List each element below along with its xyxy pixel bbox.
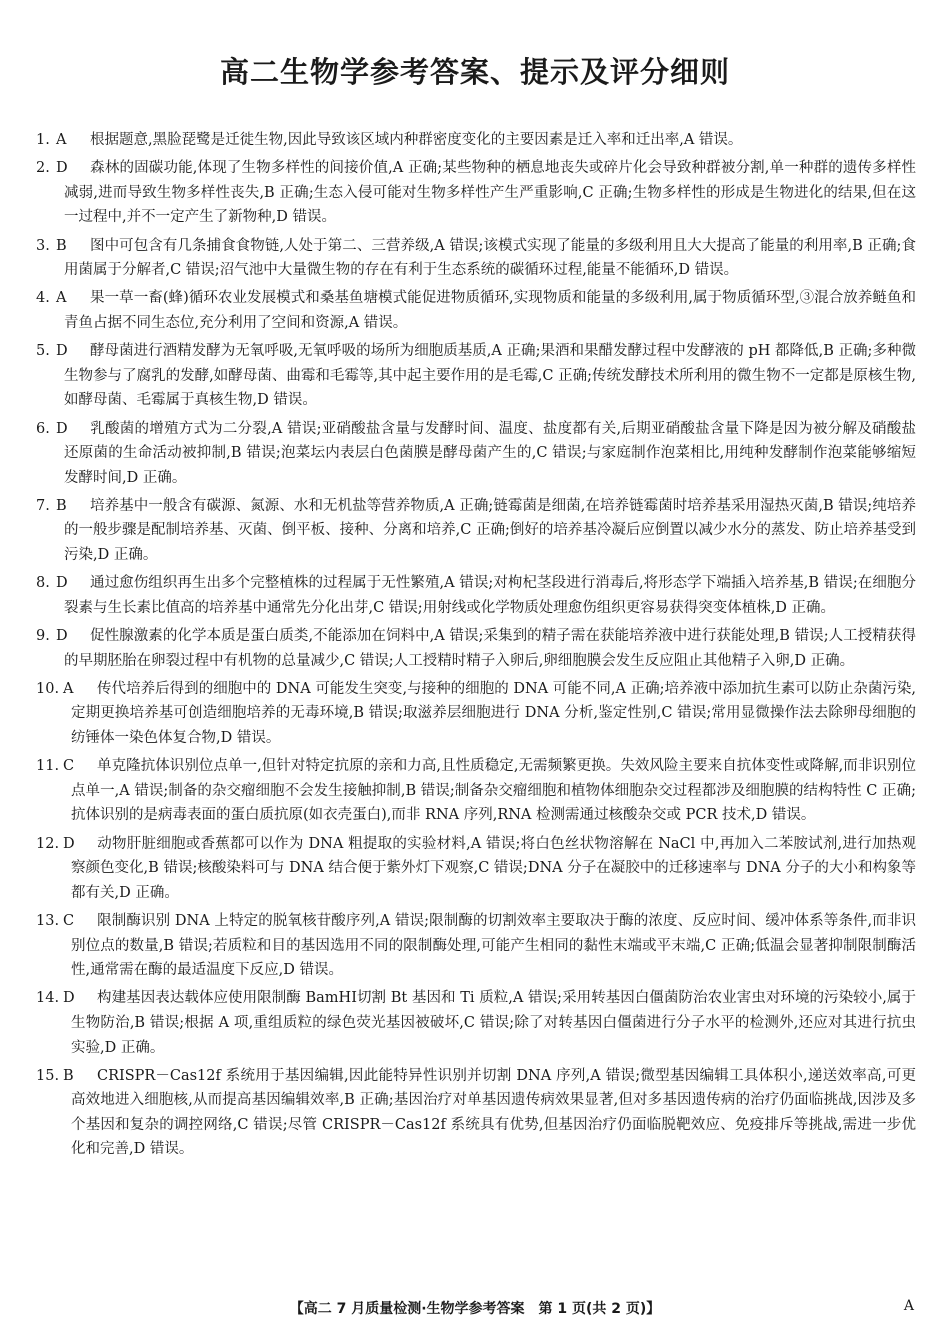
item-answer: A xyxy=(63,680,74,697)
item-answer: D xyxy=(56,420,68,437)
answer-item-11 xyxy=(36,754,916,828)
item-explanation: 通过愈伤组织再生出多个完整植株的过程属于无性繁殖,A 错误;对枸杞茎段进行消毒后,将形态学下端插入培养基,B 错误;在细胞分裂素与生长素比值高的培养基中通常先分化出芽,C 错误;用射线或化学物质处理愈伤组织更容易获得突变体植株,D 正确。 xyxy=(64,575,916,616)
item-number: 3. xyxy=(36,237,50,254)
item-explanation: 限制酶识别 DNA 上特定的脱氧核苷酸序列,A 错误;限制酶的切割效率主要取决于酶的浓度、反应时间、缓冲体系等条件,而非识别位点的数量,B 错误;若质粒和目的基因选用不同的限制酶处理,可能产生相同的黏性末端或平末端,C 正确;低温会显著抑制限制酶活性,通常需在酶的最适温度下反应,D 错误。 xyxy=(71,912,916,979)
item-answer: B xyxy=(56,497,67,514)
page-title: 高二生物学参考答案、提示及评分细则 xyxy=(219,55,730,89)
item-answer: B xyxy=(63,1067,74,1084)
answer-item-9 xyxy=(36,624,916,673)
answer-item-2 xyxy=(36,156,916,230)
item-number: 14. xyxy=(36,990,60,1007)
item-explanation: 根据题意,黑脸琵鹭是迁徙生物,因此导致该区域内种群密度变化的主要因素是迁入率和迁出率,A 错误。 xyxy=(90,132,743,148)
item-number: 11. xyxy=(36,758,60,775)
item-answer: D xyxy=(63,990,75,1007)
item-answer: A xyxy=(56,290,67,307)
answer-list xyxy=(36,128,916,1166)
page-footer xyxy=(0,1298,950,1322)
item-number: 7. xyxy=(36,497,50,514)
item-number: 13. xyxy=(36,912,60,929)
item-number: 2. xyxy=(36,160,50,177)
item-explanation: 酵母菌进行酒精发酵为无氧呼吸,无氧呼吸的场所为细胞质基质,A 正确;果酒和果醋发酵过程中发酵液的 pH 都降低,B 正确;多种微生物参与了腐乳的发酵,如酵母菌、曲霉和毛霉等,其中起主要作用的是毛霉,C 正确;传统发酵技术所利用的微生物不一定都是原核生物,如酵母菌、毛霉属于真核生物,D 错误。 xyxy=(64,343,916,409)
footer-text: 【高二 7 月质量检测·生物学参考答案 第 1 页(共 2 页)】 xyxy=(289,1301,661,1317)
item-explanation: CRISPR－Cas12f 系统用于基因编辑,因此能特异性识别并切割 DNA 序列,A 错误;微型基因编辑工具体积小,递送效率高,可更高效地进入细胞核,从而提高基因编辑效率,B 正确;基因治疗对单基因遗传病效果显著,但对多基因遗传病的治疗仍面临挑战,因涉及多个基因和复杂的调控网络,C 错误;尽管 CRISPR－Cas12f 系统具有优势,但基因治疗仍面临脱靶效应、免疫排斥等挑战,需进一步优化和完善,D 错误。 xyxy=(71,1067,916,1158)
item-number: 15. xyxy=(36,1067,60,1084)
answer-item-1 xyxy=(36,128,916,153)
answer-item-6 xyxy=(36,417,916,491)
item-answer: A xyxy=(56,132,67,148)
answer-item-12 xyxy=(36,832,916,906)
answer-item-3 xyxy=(36,234,916,283)
item-answer: D xyxy=(63,835,75,852)
item-number: 4. xyxy=(36,290,50,307)
answer-item-5 xyxy=(36,339,916,413)
answer-item-4 xyxy=(36,286,916,335)
item-answer: D xyxy=(56,628,68,645)
item-number: 6. xyxy=(36,420,50,437)
item-number: 8. xyxy=(36,575,50,592)
version-label: A xyxy=(903,1298,914,1314)
item-answer: C xyxy=(63,912,75,929)
item-explanation: 乳酸菌的增殖方式为二分裂,A 错误;亚硝酸盐含量与发酵时间、温度、盐度都有关,后期亚硝酸盐含量下降是因为被分解及硝酸盐还原菌的生命活动被抑制,B 错误;泡菜坛内表层白色菌膜是酵母菌产生的,C 错误;与家庭制作泡菜相比,用纯种发酵制作泡菜能够缩短发酵时间,D 正确。 xyxy=(64,420,916,486)
item-explanation: 果一草一畜(蜂)循环农业发展模式和桑基鱼塘模式能促进物质循环,实现物质和能量的多级利用,属于物质循环型,③混合放养鲢鱼和青鱼占据不同生态位,充分利用了空间和资源,A 错误。 xyxy=(64,290,916,331)
answer-item-13 xyxy=(36,909,916,983)
item-explanation: 促性腺激素的化学本质是蛋白质类,不能添加在饲料中,A 错误;采集到的精子需在获能培养液中进行获能处理,B 错误;人工授精获得的早期胚胎在卵裂过程中有机物的总量减少,C 错误;人工授精时精子入卵后,卵细胞膜会发生反应阻止其他精子入卵,D 正确。 xyxy=(64,628,916,669)
item-answer: D xyxy=(56,160,68,177)
item-number: 10. xyxy=(36,680,60,697)
item-explanation: 图中可包含有几条捕食食物链,人处于第二、三营养级,A 错误;该模式实现了能量的多级利用且大大提高了能量的利用率,B 正确;食用菌属于分解者,C 错误;沼气池中大量微生物的存在有利于生态系统的碳循环过程,能量不能循环,D 错误。 xyxy=(64,237,916,279)
answer-item-8 xyxy=(36,571,916,620)
item-explanation: 传代培养后得到的细胞中的 DNA 可能发生突变,与接种的细胞的 DNA 可能不同,A 正确;培养液中添加抗生素可以防止杂菌污染,定期更换培养基可创造细胞培养的无毒环境,B 错误;取滋养层细胞进行 DNA 分析,鉴定性别,C 错误;常用显微操作法去除卵母细胞的纺锤体一染色体复合物,D 错误。 xyxy=(71,680,916,746)
answer-item-15 xyxy=(36,1064,916,1162)
item-explanation: 单克隆抗体识别位点单一,但针对特定抗原的亲和力高,且性质稳定,无需频繁更换。失效风险主要来自抗体变性或降解,而非识别位点单一,A 错误;制备的杂交瘤细胞不会发生接触抑制,B 错误;制备杂交瘤细胞和植物体细胞杂交过程都涉及细胞膜的结构特性 C 正确;抗体识别的是病毒表面的蛋白质抗原(如衣壳蛋白),而非 RNA 序列,RNA 检测需通过核酸杂交或 PCR 技术,D 错误。 xyxy=(71,758,916,824)
item-answer: D xyxy=(56,575,68,592)
answer-item-7 xyxy=(36,494,916,568)
item-answer: D xyxy=(56,343,68,360)
item-explanation: 培养基中一般含有碳源、氮源、水和无机盐等营养物质,A 正确;链霉菌是细菌,在培养链霉菌时培养基采用湿热灭菌,B 错误;纯培养的一般步骤是配制培养基、灭菌、倒平板、接种、分离和培养,C 正确;倒好的培养基冷凝后应倒置以减少水分的蒸发、防止培养基受到污染,D 正确。 xyxy=(64,497,916,564)
item-number: 5. xyxy=(36,343,50,360)
item-explanation: 构建基因表达载体应使用限制酶 BamHⅠ切割 Bt 基因和 Ti 质粒,A 错误;采用转基因白僵菌防治农业害虫对环境的污染较小,属于生物防治,B 错误;根据 A 项,重组质粒的绿色荧光基因被破坏,C 错误;除了对转基因白僵菌进行分子水平的检测外,还应对其进行抗虫实验,D 正确。 xyxy=(71,990,916,1056)
item-explanation: 森林的固碳功能,体现了生物多样性的间接价值,A 正确;某些物种的栖息地丧失或碎片化会导致种群被分割,单一种群的遗传多样性减弱,进而导致生物多样性丧失,B 正确;生态入侵可能对生物多样性产生严重影响,C 正确;生物多样性的形成是生物进化的结果,但在这一过程中,并不一定产生了新物种,D 错误。 xyxy=(64,160,916,226)
item-number: 12. xyxy=(36,835,60,852)
item-answer: C xyxy=(63,758,75,775)
item-answer: B xyxy=(56,237,67,254)
item-number: 1. xyxy=(36,132,50,148)
answer-item-14 xyxy=(36,986,916,1060)
item-explanation: 动物肝脏细胞或香蕉都可以作为 DNA 粗提取的实验材料,A 错误;将白色丝状物溶解在 NaCl 中,再加入二苯胺试剂,进行加热观察颜色变化,B 错误;核酸染料可与 DNA 结合便于紫外灯下观察,C 错误;DNA 分子在凝胶中的迁移速率与 DNA 分子的大小和构象等都有关,D 正确。 xyxy=(71,835,916,901)
item-number: 9. xyxy=(36,628,50,645)
answer-item-10 xyxy=(36,677,916,751)
